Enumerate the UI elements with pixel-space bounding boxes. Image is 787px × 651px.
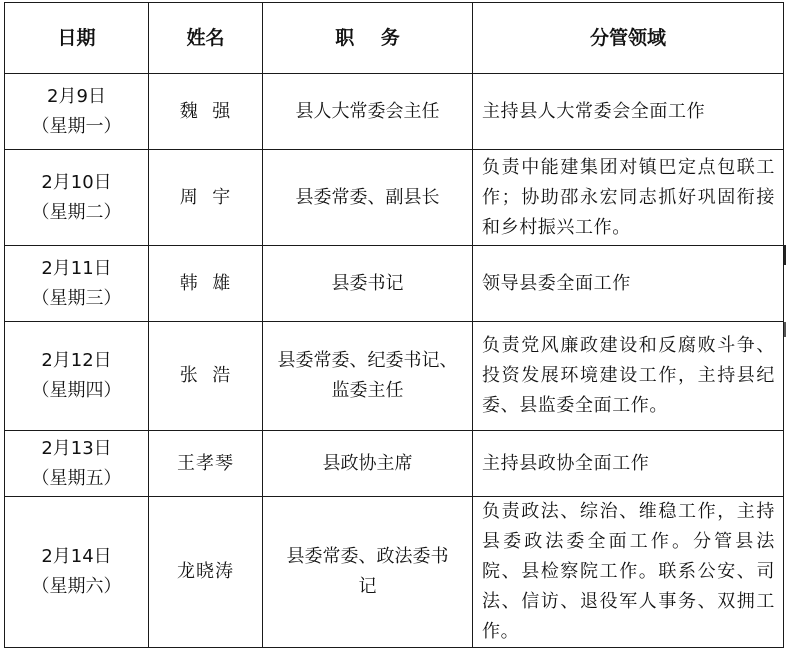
- header-scope: 分管领域: [473, 3, 784, 74]
- date-text: 2月13日: [41, 437, 112, 459]
- name-cell: 魏 强: [149, 74, 263, 150]
- scope-cell: 负责中能建集团对镇巴定点包联工作；协助邵永宏同志抓好巩固衔接和乡村振兴工作。: [473, 150, 784, 246]
- table-row: [5, 150, 784, 246]
- date-cell: [5, 74, 149, 150]
- header-date: 日期: [5, 3, 149, 74]
- title-line: 县政协主席: [322, 452, 413, 474]
- header-title: 职 务: [263, 3, 473, 74]
- title-line: 县委常委、政法委书: [286, 546, 449, 567]
- name-cell: 周 宇: [149, 150, 263, 246]
- name-cell: 张 浩: [149, 322, 263, 431]
- title-cell: [263, 150, 473, 246]
- title-line: 监委主任: [331, 380, 404, 401]
- title-cell: [263, 322, 473, 431]
- weekday-text: （星期六）: [31, 576, 122, 597]
- weekday-text: （星期二）: [31, 201, 122, 223]
- title-cell: [263, 246, 473, 322]
- date-text: 2月12日: [41, 350, 112, 371]
- title-cell: [263, 431, 473, 497]
- name-cell: 龙晓涛: [149, 497, 263, 648]
- title-line: 县委书记: [331, 272, 404, 294]
- date-text: 2月9日: [47, 85, 106, 107]
- title-cell: [263, 74, 473, 150]
- name-cell: 王孝琴: [149, 431, 263, 497]
- weekday-text: （星期三）: [31, 287, 122, 309]
- date-text: 2月11日: [41, 257, 112, 279]
- date-cell: [5, 246, 149, 322]
- date-cell: [5, 497, 149, 648]
- header-name: 姓名: [149, 3, 263, 74]
- table-row: [5, 431, 784, 497]
- scope-cell: 负责党风廉政建设和反腐败斗争、投资发展环境建设工作，主持县纪委、县监委全面工作。: [473, 322, 784, 431]
- title-line: 县委常委、纪委书记、: [277, 350, 458, 371]
- duty-schedule-table: [4, 2, 784, 648]
- scope-cell: 负责政法、综治、维稳工作，主持县委政法委全面工作。分管县法院、县检察院工作。联系公安、司法、信访、退役军人事务、双拥工作。: [473, 497, 784, 648]
- title-cell: [263, 497, 473, 648]
- date-cell: [5, 322, 149, 431]
- page-edge-mark: [784, 245, 786, 265]
- table-header-row: [5, 3, 784, 74]
- page-edge-mark: [784, 322, 786, 337]
- scope-cell: 主持县人大常委会全面工作: [473, 74, 784, 150]
- weekday-text: （星期四）: [31, 380, 122, 401]
- date-cell: [5, 150, 149, 246]
- title-line: 县委常委、副县长: [295, 186, 440, 208]
- scope-cell: 主持县政协全面工作: [473, 431, 784, 497]
- weekday-text: （星期一）: [31, 115, 122, 137]
- table-row: [5, 497, 784, 648]
- scope-cell: 领导县委全面工作: [473, 246, 784, 322]
- date-cell: [5, 431, 149, 497]
- date-text: 2月10日: [41, 171, 112, 193]
- weekday-text: （星期五）: [31, 467, 122, 489]
- table-row: [5, 322, 784, 431]
- table-row: [5, 74, 784, 150]
- title-line: 记: [358, 576, 377, 597]
- table-row: [5, 246, 784, 322]
- date-text: 2月14日: [41, 546, 112, 567]
- title-line: 县人大常委会主任: [295, 100, 440, 122]
- name-cell: 韩 雄: [149, 246, 263, 322]
